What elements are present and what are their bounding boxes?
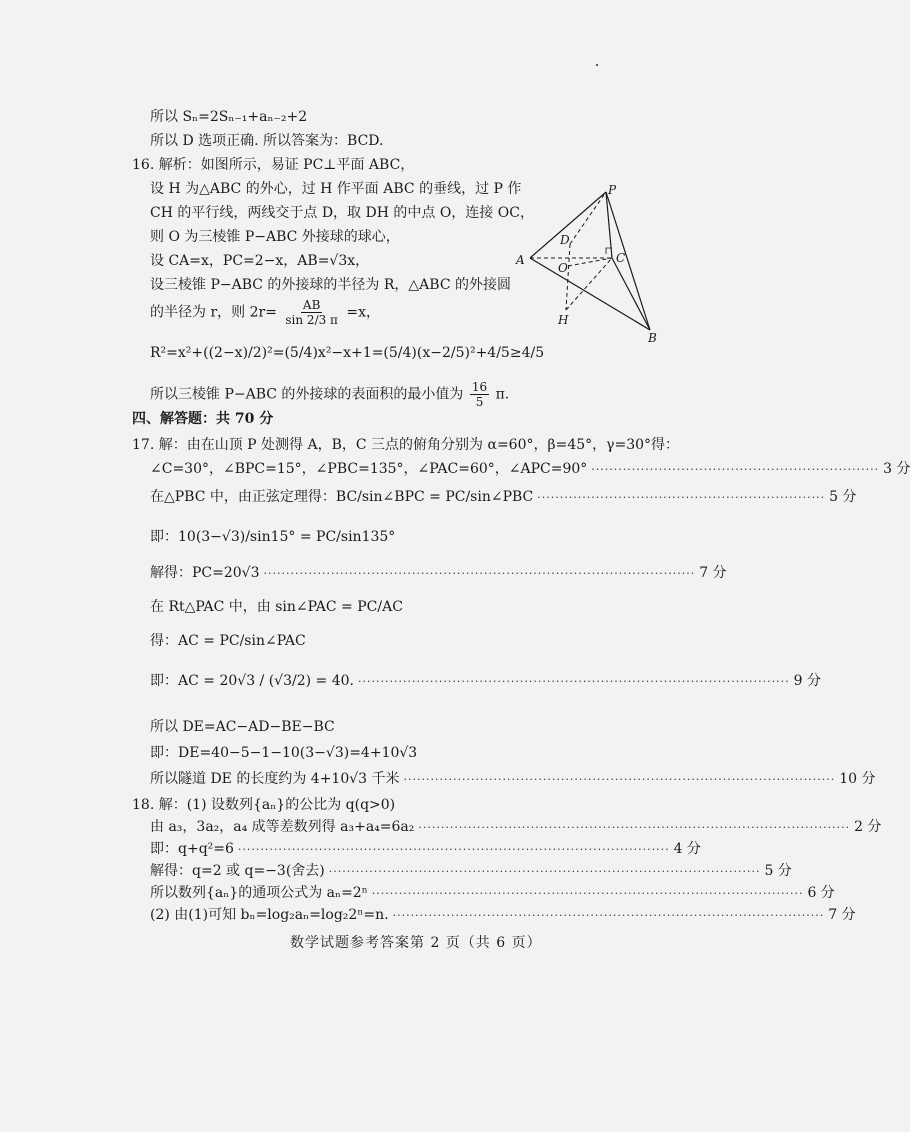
line-answer-bcd: 所以 D 选项正确. 所以答案为：BCD. xyxy=(150,133,384,149)
q17-line: 即：10(3−√3)/sin15° = PC/sin135° xyxy=(150,529,396,545)
label-O: O xyxy=(558,261,568,275)
line-sn-recurrence: 所以 Sₙ=2Sₙ₋₁+aₙ₋₂+2 xyxy=(150,109,308,125)
q16-conclusion: 所以三棱锥 P−ABC 的外接球的表面积的最小值为 $\frac{16}{5}$ π. xyxy=(150,380,510,409)
q18-score-row: 解得：q=2 或 q=−3(舍去) ································································································ 5 分 xyxy=(150,863,792,879)
points: 6 分 xyxy=(807,885,835,901)
points: 7 分 xyxy=(699,565,727,581)
points: 5 分 xyxy=(764,863,792,879)
q17-score-row: 解得：PC=20√3 ································································································ 7 分 xyxy=(150,565,727,581)
q17-score-row: 即：AC = 20√3 / (√3/2) = 40. ································································································ 9 分 xyxy=(150,673,822,689)
q18-start: 18. 解：(1) 设数列{aₙ}的公比为 q(q>0) xyxy=(132,797,396,813)
points: 2 分 xyxy=(854,819,882,835)
q18-score-row: (2) 由(1)可知 bₙ=log₂aₙ=log₂2ⁿ=n. ································································································ 7 分 xyxy=(150,907,856,923)
q17-score-row: ∠C=30°，∠BPC=15°，∠PBC=135°，∠PAC=60°，∠APC=90° ································································ 3 分 xyxy=(150,461,910,477)
label-B: B xyxy=(648,331,657,345)
label-C: C xyxy=(616,251,626,265)
q16-line: 设 H 为△ABC 的外心，过 H 作平面 ABC 的垂线，过 P 作 xyxy=(150,181,522,197)
label-A: A xyxy=(516,253,525,267)
q16-start: 16. 解析：如图所示，易证 PC⊥平面 ABC， xyxy=(132,157,415,173)
label-P: P xyxy=(608,183,617,197)
q16-radius-expression: R²=x²+((2−x)/2)²=(5/4)x²−x+1=(5/4)(x−2/5)²+4/5≥4/5 xyxy=(150,345,545,361)
q17-line: 即：DE=40−5−1−10(3−√3)=4+10√3 xyxy=(150,745,418,761)
q18-score-row: 所以数列{aₙ}的通项公式为 aₙ=2ⁿ ································································································ 6 分 xyxy=(150,885,835,901)
fraction: $\frac{16}{5}$ xyxy=(471,380,488,409)
fraction: $\frac{AB}{\sin 2/3 \pi}$ xyxy=(285,298,338,327)
q18-score-row: 即：q+q²=6 ································································································ 4 分 xyxy=(150,841,701,857)
q16-line: CH 的平行线，两线交于点 D，取 DH 的中点 O，连接 OC， xyxy=(150,205,534,221)
tetrahedron-figure xyxy=(510,180,670,345)
q17-line: 在 Rt△PAC 中，由 sin∠PAC = PC/AC xyxy=(150,599,403,615)
points: 7 分 xyxy=(828,907,856,923)
edge-PA xyxy=(530,192,606,258)
edge-AB xyxy=(530,258,650,330)
q17-line: 所以 DE=AC−AD−BE−BC xyxy=(150,719,335,735)
q18-score-row: 由 a₃，3a₂，a₄ 成等差数列得 a₃+a₄=6a₂ ································································································ 2 分 xyxy=(150,819,882,835)
segment-DH xyxy=(566,244,570,310)
q16-circumradius-line: 的半径为 r，则 2r= $\frac{AB}{\sin 2/3 \pi}$ =x， xyxy=(150,298,381,327)
label-H: H xyxy=(558,313,569,327)
points: 10 分 xyxy=(839,771,876,787)
points: 4 分 xyxy=(673,841,701,857)
edge-PB xyxy=(606,192,650,330)
q17-line: 得：AC = PC/sin∠PAC xyxy=(150,633,306,649)
q17-score-row: 所以隧道 DE 的长度约为 4+10√3 千米 ································································································ 10 分 xyxy=(150,771,876,787)
scan-speck xyxy=(596,64,598,66)
points: 9 分 xyxy=(793,673,822,689)
q16-line: 设三棱锥 P−ABC 的外接球的半径为 R，△ABC 的外接圆 xyxy=(150,277,511,293)
page-footer: 数学试题参考答案第 2 页（共 6 页） xyxy=(290,935,542,951)
section-four-heading: 四、解答题：共 70 分 xyxy=(132,411,274,427)
q16-line: 则 O 为三棱锥 P−ABC 外接球的球心， xyxy=(150,229,400,245)
q16-line: 设 CA=x，PC=2−x，AB=√3x， xyxy=(150,253,370,269)
points: 3 分 xyxy=(883,461,910,477)
q17-start: 17. 解：由在山顶 P 处测得 A，B，C 三点的俯角分别为 α=60°，β=45°，γ=30°得： xyxy=(132,437,680,453)
q17-score-row: 在△PBC 中，由正弦定理得：BC/sin∠BPC = PC/sin∠PBC ································································ 5 分 xyxy=(150,489,857,505)
points: 5 分 xyxy=(829,489,857,505)
label-D: D xyxy=(560,233,570,247)
